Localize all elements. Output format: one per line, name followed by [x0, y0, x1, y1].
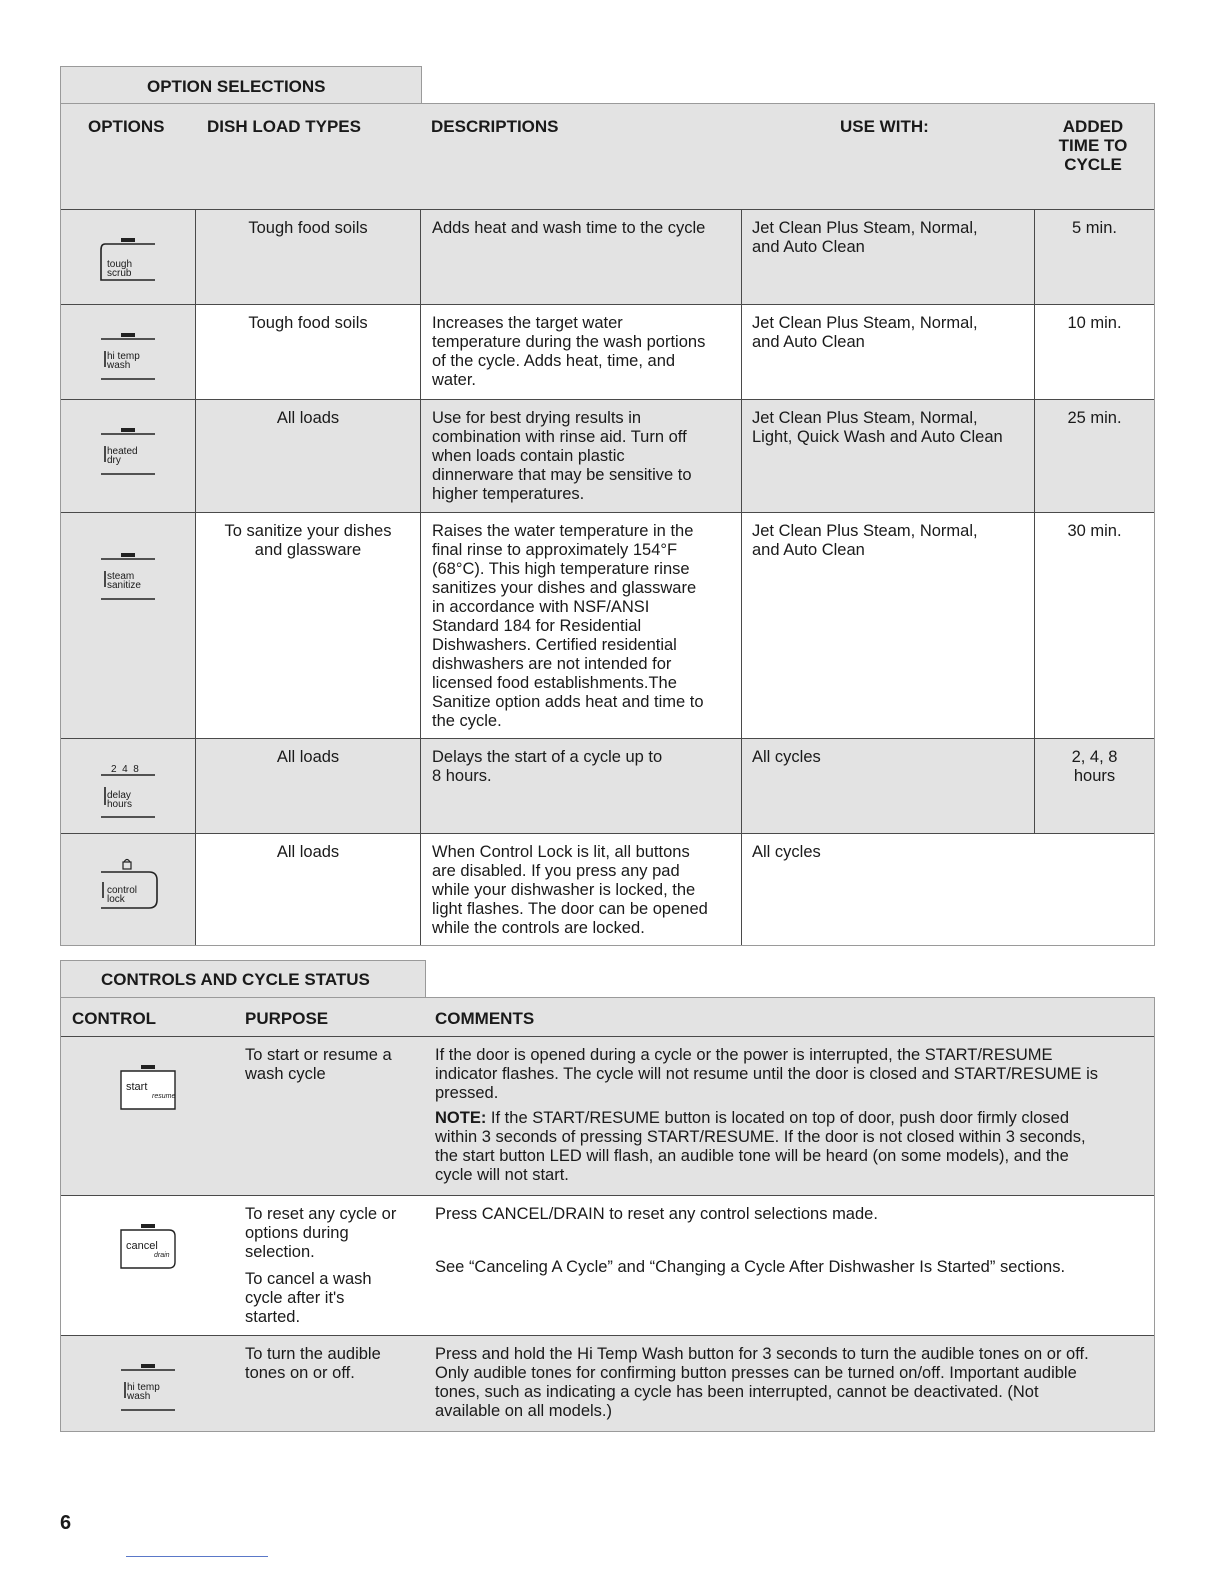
option-load-text: All loads	[276, 409, 340, 427]
option-use-with-text: Jet Clean Plus Steam, Normal,	[752, 409, 978, 427]
option-icon-cell	[61, 834, 195, 945]
option-time-cell	[1034, 305, 1154, 399]
footer-rule	[126, 1556, 268, 1557]
header-added-time	[1033, 117, 1153, 174]
option-description-text: sanitizes your dishes and glassware	[432, 579, 697, 597]
option-description-text: Standard 184 for Residential	[432, 617, 642, 635]
option-description-text: Increases the target water	[432, 314, 623, 332]
control-icon-label: hi temp wash	[127, 1382, 160, 1402]
option-description-text: are disabled. If you press any pad	[432, 862, 680, 880]
option-description-text: licensed food establishments.The	[432, 674, 677, 692]
option-icon-label: delay hours	[107, 790, 133, 810]
option-description-text: higher temperatures.	[432, 485, 585, 503]
option-description-text: When Control Lock is lit, all buttons	[432, 843, 690, 861]
option-time-cell	[1034, 739, 1154, 833]
option-icon-cell	[61, 210, 195, 304]
option-load-text: All loads	[276, 748, 340, 766]
control-icon-label: start resume	[126, 1081, 176, 1100]
option-use-with-cell	[741, 834, 1154, 945]
option-description-text: 8 hours.	[432, 767, 492, 785]
option-icon-label: steam sanitize	[107, 571, 141, 591]
control-comment: Press CANCEL/DRAIN to reset any control selections made. See “Canceling A Cycle” and “Changing a Cycle After Dishwasher Is Started” sections.	[435, 1205, 1066, 1276]
option-time-cell	[1034, 400, 1154, 512]
header-comments: COMMENTS	[435, 1009, 535, 1028]
option-description-cell	[420, 739, 741, 833]
option-description-text: final rinse to approximately 154°F	[432, 541, 678, 559]
option-row-hi-temp-wash	[61, 304, 1154, 399]
option-description-text: dinnerware that may be sensitive to	[432, 466, 692, 484]
option-row-delay-hours	[61, 738, 1154, 833]
option-description-cell	[420, 210, 741, 304]
option-selections-tab	[60, 66, 422, 104]
option-description-text: while your dishwasher is locked, the	[432, 881, 696, 899]
header-use-with: USE WITH:	[840, 117, 929, 136]
option-load-text: and glassware	[254, 541, 362, 559]
option-time-text: 10 min.	[1067, 314, 1122, 332]
option-description-text: the cycle.	[432, 712, 502, 730]
option-icon-cell	[61, 400, 195, 512]
option-description-text: temperature during the wash portions	[432, 333, 706, 351]
option-row-control-lock	[61, 833, 1154, 945]
control-comment: If the door is opened during a cycle or the power is interrupted, the START/RESUME indicator flashes. The cycle will not resume until the door is closed and START/RESUME is pressed. NOTE: If the START/RESUME button is located on top of door, push door firmly closed within 3 seconds of pressing START/RESUME. If the door is not closed within 3 seconds, the start button LED will flash, an audible tone will be heard (on some models), and the cycle will not start.	[435, 1046, 1099, 1184]
header-purpose: PURPOSE	[245, 1009, 329, 1028]
header-dish-load-types: DISH LOAD TYPES	[207, 117, 361, 136]
option-description-cell	[420, 400, 741, 512]
option-use-with-text: and Auto Clean	[752, 541, 865, 559]
option-load-cell	[195, 739, 420, 833]
controls-status-tab	[60, 960, 426, 998]
control-row-cancel-drain	[61, 1195, 1154, 1335]
control-note: NOTE: If the START/RESUME button is located on top of door, push door firmly closed	[435, 1109, 1070, 1127]
option-time-text: 5 min.	[1072, 219, 1117, 237]
option-use-with-text: and Auto Clean	[752, 333, 865, 351]
controls-header-row	[61, 998, 1154, 1036]
controls-status-title: CONTROLS AND CYCLE STATUS	[101, 970, 370, 989]
option-use-with-text: All cycles	[752, 843, 821, 861]
option-description-text: light flashes. The door can be opened	[432, 900, 708, 918]
option-load-text: Tough food soils	[248, 314, 368, 332]
option-time-cell	[1034, 513, 1154, 738]
option-row-steam-sanitize	[61, 512, 1154, 738]
option-icon-label: heated dry	[107, 446, 138, 466]
option-icon-label: hi temp wash	[107, 351, 140, 371]
option-description-text: water.	[432, 371, 477, 389]
option-description-text: when loads contain plastic	[432, 447, 625, 465]
option-load-cell	[195, 513, 420, 738]
option-description-text: Adds heat and wash time to the cycle	[432, 219, 706, 237]
option-icon-label: control lock	[107, 885, 138, 905]
controls-status-table	[60, 997, 1155, 1432]
note-label: NOTE:	[435, 1109, 487, 1127]
option-description-text: Raises the water temperature in the	[432, 522, 694, 540]
header-descriptions: DESCRIPTIONS	[431, 117, 559, 136]
header-control: CONTROL	[72, 1009, 157, 1028]
option-load-cell	[195, 210, 420, 304]
option-load-cell	[195, 305, 420, 399]
option-use-with-text: Jet Clean Plus Steam, Normal,	[752, 219, 978, 237]
option-time-text: 30 min.	[1067, 522, 1122, 540]
option-description-text: while the controls are locked.	[432, 919, 645, 937]
header-added-time-line: CYCLE	[1064, 155, 1122, 174]
option-use-with-cell	[741, 400, 1034, 512]
option-row-heated-dry	[61, 399, 1154, 512]
control-purpose: To turn the audible tones on or off.	[245, 1345, 381, 1382]
option-description-cell	[420, 513, 741, 738]
option-load-text: Tough food soils	[248, 219, 368, 237]
header-added-time-line: ADDED	[1062, 117, 1124, 136]
option-description-text: in accordance with NSF/ANSI	[432, 598, 650, 616]
option-load-cell	[195, 400, 420, 512]
option-description-text: (68°C). This high temperature rinse	[432, 560, 690, 578]
control-purpose: To reset any cycle or options during selection. To cancel a wash cycle after it's started.	[245, 1205, 397, 1326]
page-number: 6	[60, 1512, 72, 1534]
option-use-with-cell	[741, 305, 1034, 399]
option-selections-title: OPTION SELECTIONS	[147, 77, 326, 96]
option-use-with-text: All cycles	[752, 748, 821, 766]
option-description-text: Sanitize option adds heat and time to	[432, 693, 704, 711]
option-load-text: All loads	[276, 843, 340, 861]
option-use-with-text: Jet Clean Plus Steam, Normal,	[752, 522, 978, 540]
option-time-text: hours	[1073, 767, 1116, 785]
header-options: OPTIONS	[88, 117, 165, 136]
header-added-time-line: TIME TO	[1058, 136, 1128, 155]
option-row-tough-scrub	[61, 209, 1154, 304]
option-time-text: 25 min.	[1067, 409, 1122, 427]
option-description-text: Delays the start of a cycle up to	[432, 748, 663, 766]
option-icon-label: tough scrub	[107, 259, 133, 279]
option-description-text: Dishwashers. Certified residential	[432, 636, 677, 654]
control-comment: Press and hold the Hi Temp Wash button for 3 seconds to turn the audible tones on or off. Only audible tones for confirming button presses can be turned on/off. Important audible tones, such as indicating a cycle has been interrupted, cannot be deactivated. (Not available on all models.)	[435, 1345, 1089, 1420]
option-icon-cell	[61, 513, 195, 738]
option-use-with-cell	[741, 210, 1034, 304]
control-row-start-resume	[61, 1036, 1154, 1195]
option-selections-table	[60, 103, 1155, 946]
control-row-hi-temp-wash	[61, 1335, 1154, 1431]
control-purpose: To start or resume a wash cycle	[245, 1046, 392, 1083]
option-description-text: Use for best drying results in	[432, 409, 642, 427]
option-description-text: combination with rinse aid. Turn off	[432, 428, 687, 446]
option-use-with-text: and Auto Clean	[752, 238, 865, 256]
option-description-text: dishwashers are not intended for	[432, 655, 672, 673]
option-load-text: To sanitize your dishes	[224, 522, 392, 540]
delay-hours-numbers: 2 4 8	[111, 764, 139, 775]
option-use-with-text: Light, Quick Wash and Auto Clean	[752, 428, 1003, 446]
option-description-cell	[420, 834, 741, 945]
option-description-cell	[420, 305, 741, 399]
option-use-with-text: Jet Clean Plus Steam, Normal,	[752, 314, 978, 332]
option-load-cell	[195, 834, 420, 945]
option-use-with-cell	[741, 739, 1034, 833]
option-time-cell	[1034, 210, 1154, 304]
option-time-text: 2, 4, 8	[1071, 748, 1118, 766]
option-use-with-cell	[741, 513, 1034, 738]
option-description-text: of the cycle. Adds heat, time, and	[432, 352, 676, 370]
option-icon-cell	[61, 305, 195, 399]
option-icon-cell	[61, 739, 195, 833]
control-icon-label: cancel drain	[126, 1240, 170, 1259]
